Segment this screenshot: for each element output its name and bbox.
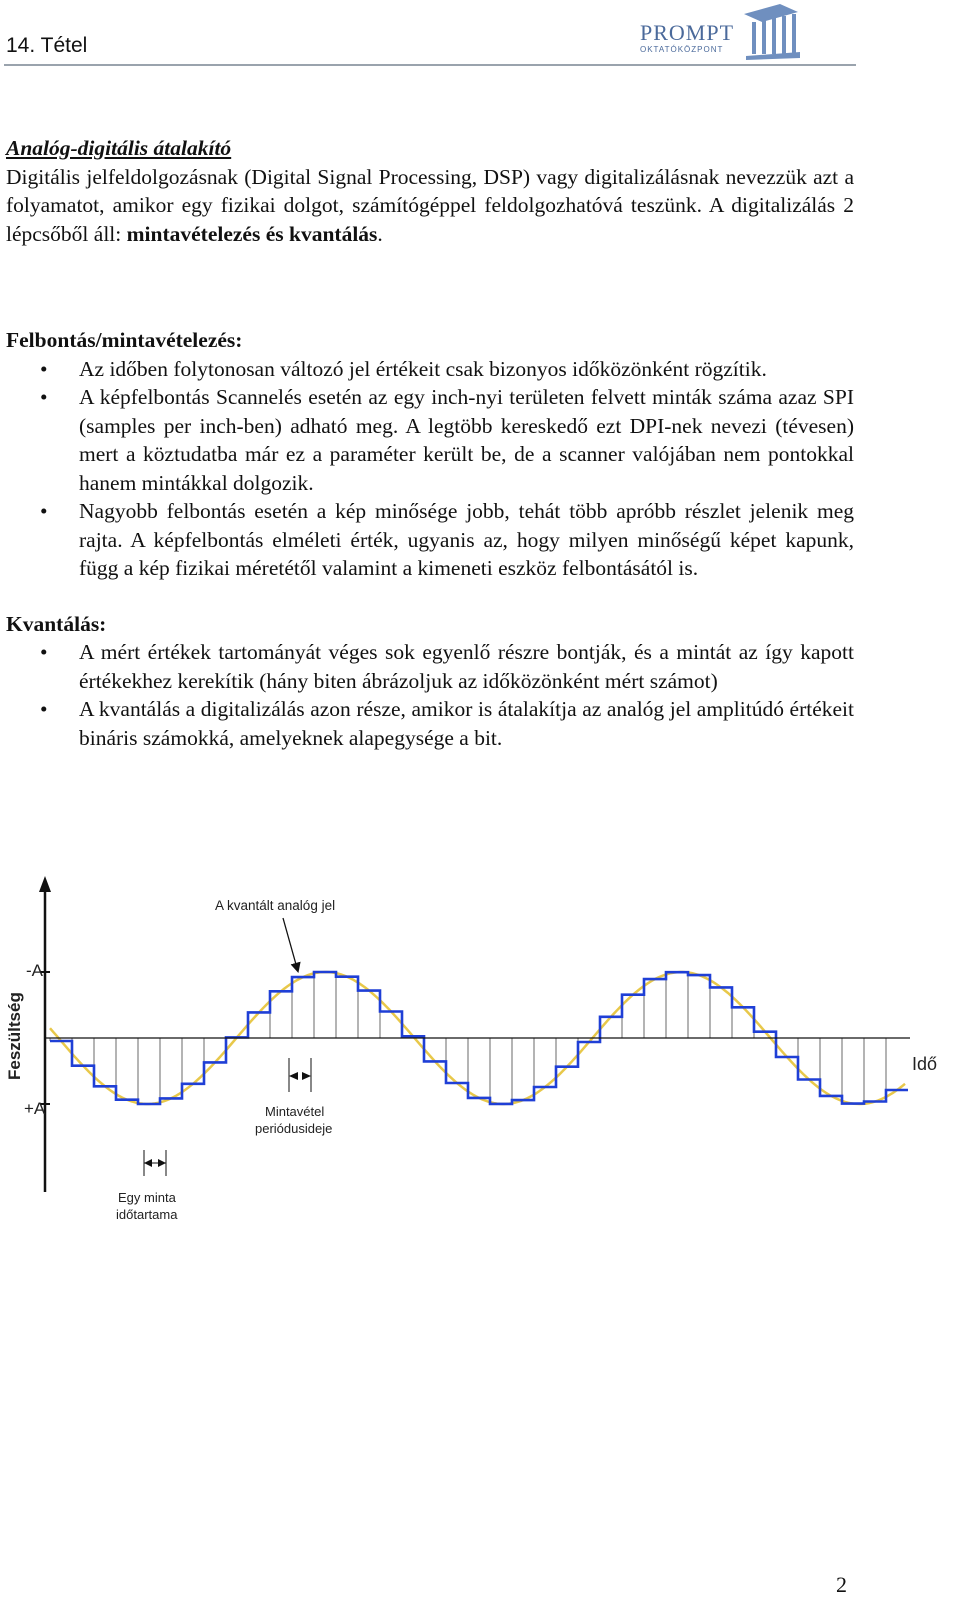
- quantization-heading: Kvantálás:: [6, 611, 107, 636]
- duration-label-line2: időtartama: [116, 1207, 178, 1222]
- y-axis-label: Feszültség: [5, 992, 24, 1080]
- header-divider: [4, 64, 856, 66]
- period-arrow-left-icon: [289, 1072, 298, 1080]
- duration-arrow-right-icon: [158, 1159, 166, 1167]
- quantization-list: [6, 638, 854, 752]
- list-item: • Az időben folytonosan változó jel értékeit csak bizonyos időközönként rögzítik.: [6, 355, 854, 384]
- resolution-list: [6, 355, 854, 583]
- y-axis-arrow-icon: [39, 876, 51, 892]
- columns-icon: [744, 4, 800, 60]
- list-item: • A kvantálás a digitalizálás azon része, amikor is átalakítja az analóg jel amplitúdó értékeit bináris számokká, amelyeknek alapegysége a bit.: [40, 697, 854, 750]
- period-label-line2: periódusideje: [255, 1121, 333, 1136]
- quantization-diagram: [0, 872, 960, 1262]
- list-item: • A mért értékek tartományát véges sok egyenlő részre bontják, és a mintát az így kapott értékekhez kerekítik (hány biten ábrázoljuk az időközönként mért számot): [40, 640, 854, 693]
- duration-arrow-left-icon: [144, 1159, 152, 1167]
- page-number: 2: [836, 1572, 847, 1597]
- quantized-signal-label: A kvantált analóg jel: [215, 898, 336, 913]
- list-item: • A képfelbontás Scannelés esetén az egy inch-nyi területen felvett minták száma azaz SPI (samples per inch-ben) adható meg. A legtöbb kereskedő ezt DPI-nek nevezi (tévesen) mert a köztudatba már ez a paraméter került be, de a scanner valójában nem pontokkal hanem mintákkal dolgozik.: [40, 385, 854, 495]
- logo-subtext: OKTATÓKÖZPONT: [640, 45, 724, 54]
- resolution-heading: Felbontás/mintavételezés:: [6, 328, 243, 352]
- intro-paragraph: [6, 163, 854, 249]
- main-content: [6, 134, 854, 752]
- bullet-icon: •: [40, 697, 48, 721]
- prompt-logo: [640, 2, 820, 64]
- period-label-line1: Mintavétel: [265, 1104, 325, 1119]
- page-header-title: 14. Tétel: [6, 34, 88, 57]
- bullet-icon: •: [40, 356, 48, 381]
- neg-a-label: -A: [26, 961, 43, 980]
- list-item: • Nagyobb felbontás esetén a kép minősége jobb, tehát több apróbb részlet jelenik meg rajta. A képfelbontás elméleti érték, ugyanis az, hogy milyen minőségű képet kapunk, függ a kép fizikai méretétől valamint a kimeneti eszköz felbontásától is.: [40, 499, 854, 580]
- bullet-icon: •: [40, 385, 48, 409]
- logo-text: PROMPT: [640, 20, 735, 45]
- bullet-icon: •: [40, 640, 48, 664]
- intro-text: Digitális jelfeldolgozásnak (Digital Signal Processing, DSP) vagy digitalizálásnak nevezzük azt a folyamatot, amikor egy fizikai dolgot, számítógéppel feldolgozhatóvá teszünk. A digitalizálás 2 lépcsőből áll:: [6, 164, 854, 246]
- x-axis-label: Idő: [912, 1054, 938, 1074]
- intro-bold: mintavételezés és kvantálás: [126, 221, 378, 246]
- bullet-icon: •: [40, 499, 48, 523]
- quantized-label-arrow: [283, 918, 297, 968]
- period-arrow-right-icon: [302, 1072, 311, 1080]
- section-title: Analóg-digitális átalakító: [6, 136, 232, 160]
- intro-end: .: [377, 221, 383, 246]
- duration-label-line1: Egy minta: [118, 1190, 176, 1205]
- pos-a-label: +A: [24, 1099, 46, 1118]
